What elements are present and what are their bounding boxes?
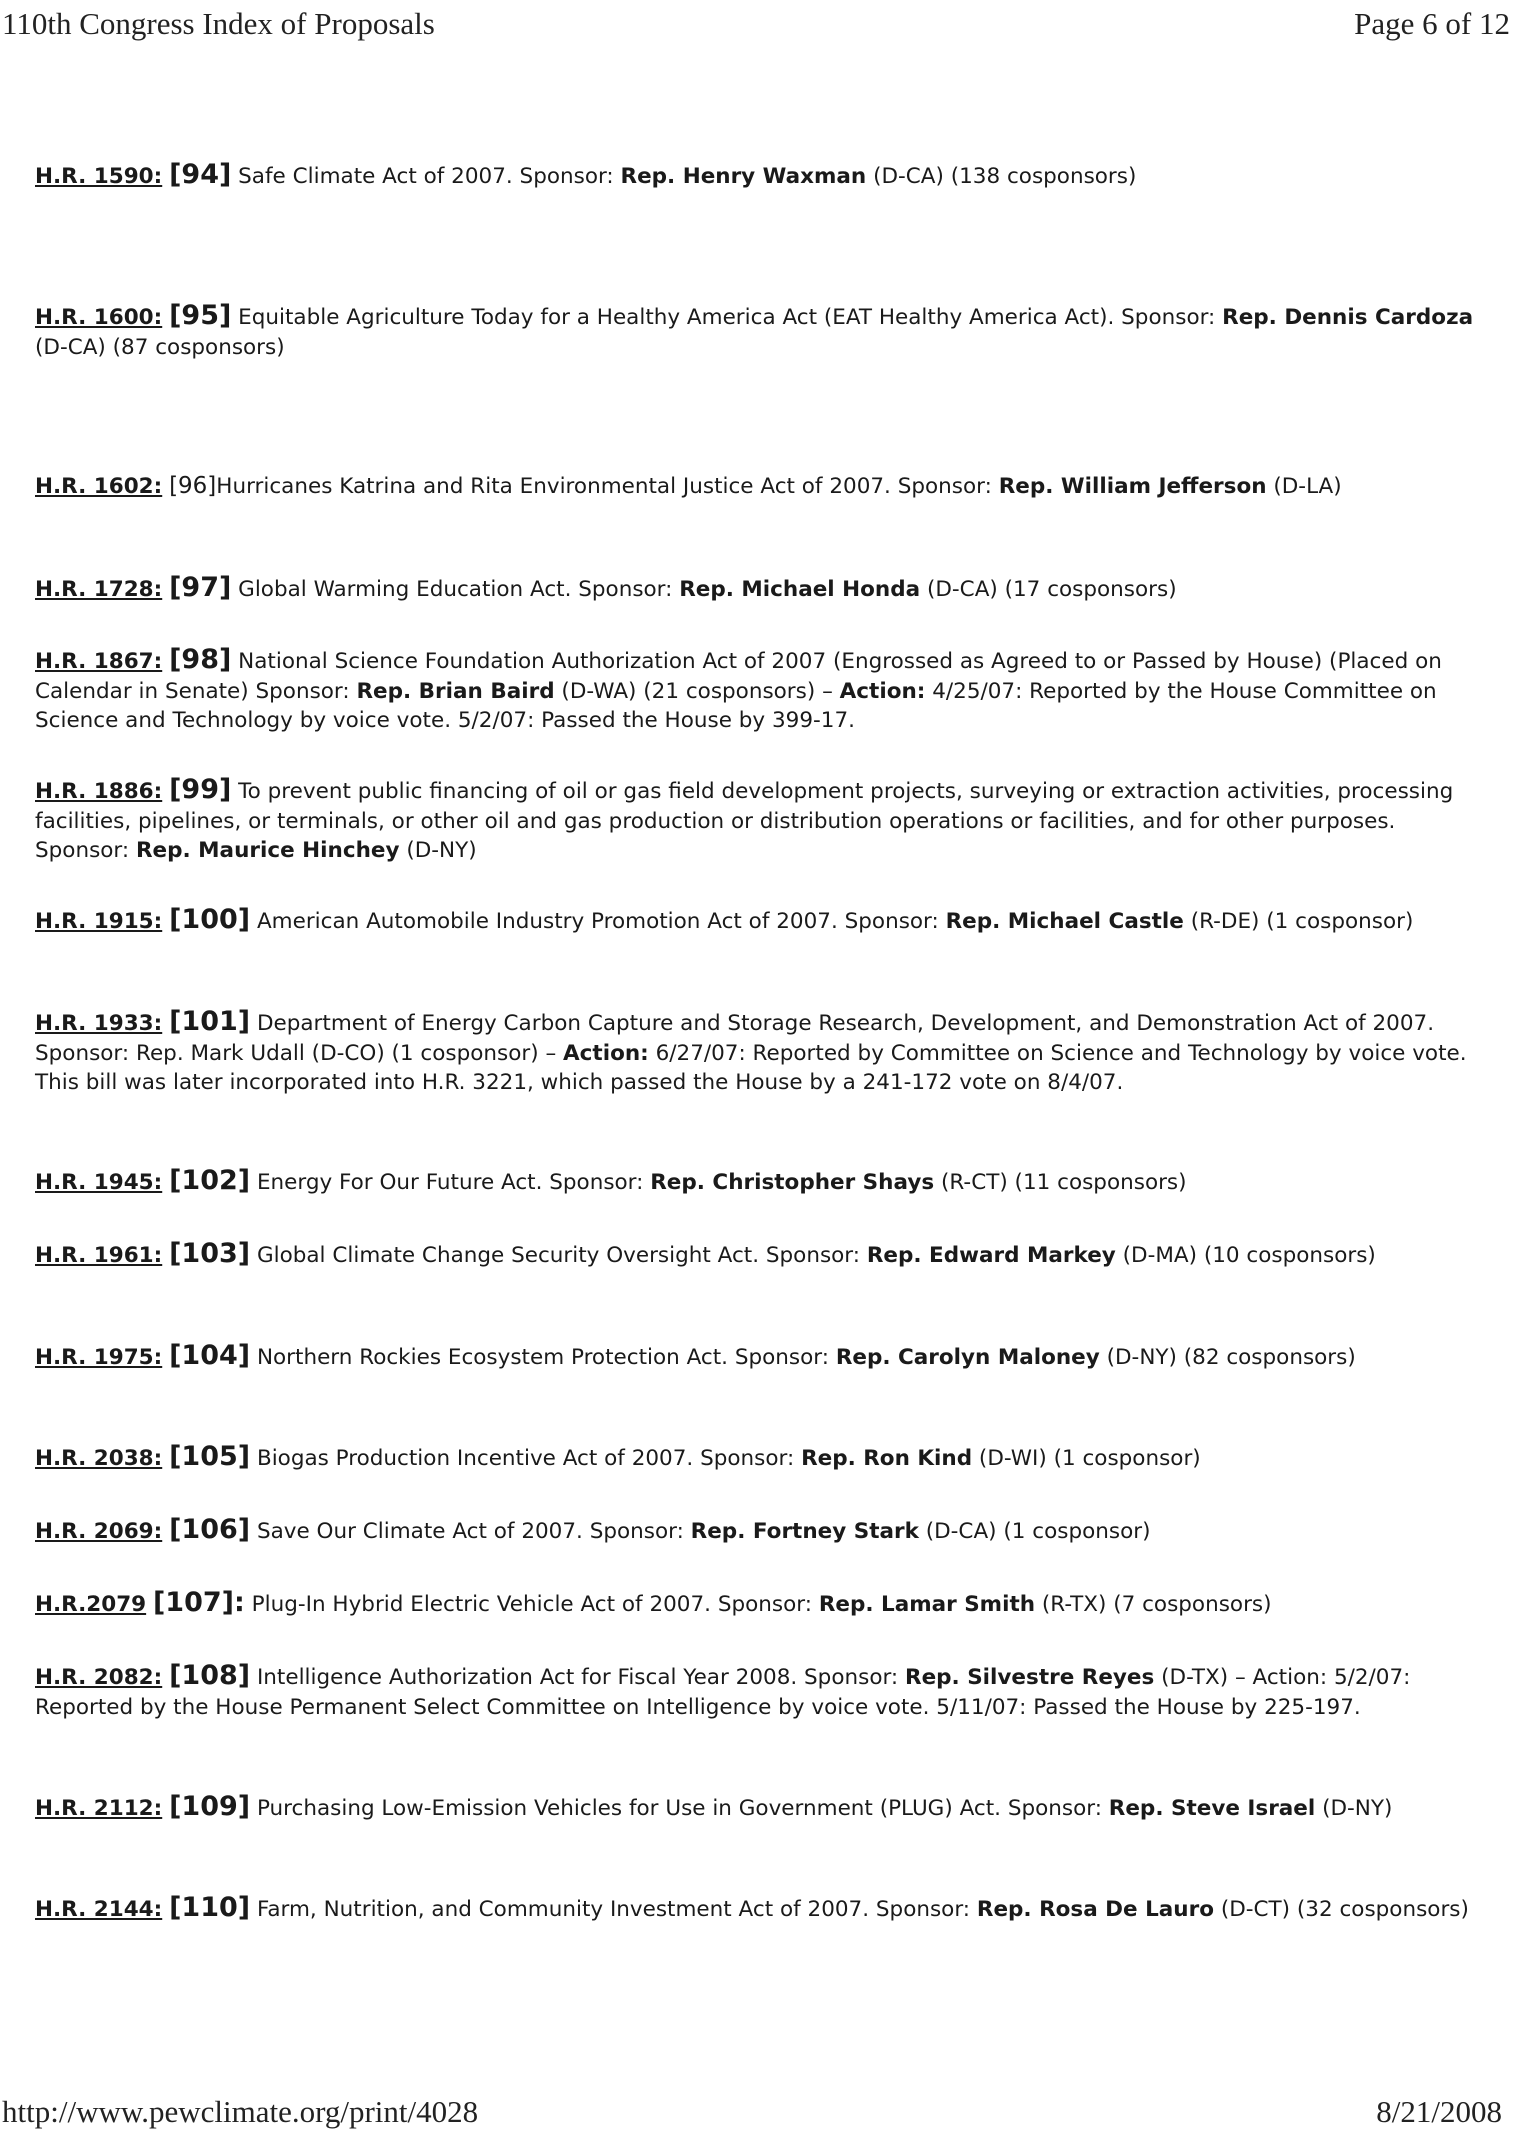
bill-number: H.R. 1590: [35, 164, 163, 189]
proposal-index: [97] [169, 572, 232, 603]
sponsor-name: Rep. Lamar Smith [818, 1592, 1036, 1617]
sponsor-name: Rep. William Jefferson [998, 474, 1267, 499]
proposal-details: (D-CA) (1 cosponsor) [918, 1519, 1151, 1544]
proposal-description: To prevent public financing of oil or gas field development projects, surveying or extraction activities, processing facilities, pipelines, or terminals, or other oil and gas production or distribution operations or facilities, and for other purposes. Sponsor: [35, 779, 1454, 863]
bill-number: H.R. 1975: [35, 1345, 163, 1370]
proposal-details: (D-CT) (32 cosponsors) [1214, 1897, 1469, 1922]
bill-number: H.R.2079 [35, 1592, 147, 1617]
sponsor-name: Rep. Michael Castle [945, 909, 1184, 934]
proposal-details: (D-NY) (82 cosponsors) [1099, 1345, 1356, 1370]
proposal-details: (D-NY) [399, 838, 477, 863]
proposal-index: [96] [169, 473, 217, 499]
sponsor-name: Rep. Michael Honda [679, 577, 921, 602]
proposal-entry [35, 1341, 1485, 1373]
proposal-details: (D-CA) (87 cosponsors) [35, 334, 285, 360]
proposal-entry [35, 301, 1485, 362]
print-date: 8/21/2008 [1376, 2094, 1502, 2129]
sponsor-name: Rep. Fortney Stark [690, 1519, 919, 1544]
bill-number: H.R. 2082: [35, 1665, 163, 1690]
proposal-index: [95] [169, 300, 232, 331]
bill-number: H.R. 1886: [35, 779, 163, 804]
sponsor-name: Rep. Maurice Hinchey [135, 838, 400, 863]
proposal-description: Global Climate Change Security Oversight Act. Sponsor: [250, 1243, 867, 1268]
proposal-details: (D-LA) [1266, 474, 1342, 499]
sponsor-name: Rep. Ron Kind [801, 1446, 973, 1471]
proposal-details: (R-DE) (1 cosponsor) [1183, 909, 1414, 934]
proposal-index: [106] [169, 1514, 251, 1545]
proposal-index: [103] [169, 1238, 251, 1269]
proposal-details: (R-CT) (11 cosponsors) [934, 1170, 1187, 1195]
proposal-index: [105] [169, 1441, 251, 1472]
sponsor-name: Rep. Brian Baird [356, 678, 555, 704]
bill-number: H.R. 1945: [35, 1170, 163, 1195]
proposal-details: (D-TX) – Action: 5/2/07: Reported by the House Permanent Select Committee on Intelligence by voice vote. 5/11/07: Passed the House by 225-197. [35, 1665, 1411, 1720]
proposal-entry [35, 1893, 1485, 1925]
sponsor-name: Rep. Dennis Cardoza [1222, 305, 1474, 330]
proposal-entry [35, 645, 1485, 736]
bill-number: H.R. 2144: [35, 1897, 163, 1922]
proposal-description: Equitable Agriculture Today for a Healthy America Act (EAT Healthy America Act). Sponsor: [231, 305, 1223, 330]
proposal-index: [107]: [152, 1587, 245, 1618]
proposal-description: National Science Foundation Authorization Act of 2007 (Engrossed as Agreed to or Passed by House) (Placed on Calendar in Senate) Sponsor: [35, 649, 1442, 704]
sponsor-name: Rep. Carolyn Maloney [835, 1345, 1100, 1370]
proposal-details: (D-NY) [1315, 1796, 1393, 1821]
action-text: 6/27/07: Reported by Committee on Science and Technology by voice vote. This bill was later incorporated into H.R. 3221, which passed the House by a 241-172 vote on 8/4/07. [35, 1040, 1467, 1095]
proposal-entry [35, 1515, 1485, 1547]
proposal-description: Biogas Production Incentive Act of 2007. Sponsor: [250, 1446, 802, 1471]
proposal-description: Energy For Our Future Act. Sponsor: [250, 1170, 651, 1195]
proposal-entry [35, 1792, 1485, 1824]
action-text: 4/25/07: Reported by the House Committee on Science and Technology by voice vote. 5/2/07: Passed the House by 399-17. [35, 678, 1437, 733]
bill-number: H.R. 1915: [35, 909, 163, 934]
proposal-details: (R-TX) (7 cosponsors) [1035, 1592, 1272, 1617]
bill-number: H.R. 2038: [35, 1446, 163, 1471]
proposal-entry [35, 905, 1485, 937]
bill-number: H.R. 2069: [35, 1519, 163, 1544]
proposal-details: (D-WI) (1 cosponsor) [972, 1446, 1201, 1471]
proposal-entry [35, 1166, 1485, 1198]
proposal-description: Save Our Climate Act of 2007. Sponsor: [250, 1519, 691, 1544]
proposal-index: [108] [169, 1660, 251, 1691]
proposal-description: Northern Rockies Ecosystem Protection Act. Sponsor: [250, 1345, 836, 1370]
proposal-description: Plug-In Hybrid Electric Vehicle Act of 2007. Sponsor: [244, 1592, 819, 1617]
action-label: Action: [563, 1040, 649, 1066]
proposal-entry [35, 775, 1485, 866]
page-url: http://www.pewclimate.org/print/4028 [2, 2094, 479, 2129]
sponsor-name: Rep. Christopher Shays [650, 1170, 935, 1195]
proposal-index: [102] [169, 1165, 251, 1196]
sponsor-name: Rep. Henry Waxman [620, 164, 867, 189]
page-number: Page 6 of 12 [1354, 6, 1510, 41]
proposal-entry [35, 1007, 1485, 1098]
proposal-details: (D-CA) (17 cosponsors) [920, 577, 1177, 602]
sponsor-name: Rep. Silvestre Reyes [905, 1665, 1155, 1690]
proposal-description: Hurricanes Katrina and Rita Environmental Justice Act of 2007. Sponsor: [216, 474, 999, 499]
proposal-details: (D-CA) (138 cosponsors) [866, 164, 1137, 189]
bill-number: H.R. 1728: [35, 577, 163, 602]
sponsor-name: Rep. Rosa De Lauro [976, 1897, 1214, 1922]
proposal-description: Safe Climate Act of 2007. Sponsor: [231, 164, 621, 189]
proposal-index: [99] [169, 774, 232, 805]
bill-number: H.R. 1933: [35, 1011, 163, 1036]
proposal-description: Purchasing Low-Emission Vehicles for Use in Government (PLUG) Act. Sponsor: [250, 1796, 1109, 1821]
proposal-index: [98] [169, 644, 232, 675]
proposal-description: American Automobile Industry Promotion Act of 2007. Sponsor: [250, 909, 946, 934]
proposal-index: [109] [169, 1791, 251, 1822]
proposal-entry [35, 1661, 1485, 1722]
proposal-description: Intelligence Authorization Act for Fiscal Year 2008. Sponsor: [250, 1665, 906, 1690]
proposal-index: [100] [169, 904, 251, 935]
sponsor-name: Rep. Steve Israel [1108, 1796, 1316, 1821]
proposal-index: [101] [169, 1006, 251, 1037]
proposal-entry [35, 573, 1485, 605]
action-label: Action: [839, 678, 926, 704]
bill-number: H.R. 1961: [35, 1243, 163, 1268]
bill-number: H.R. 1867: [35, 649, 163, 674]
proposal-index: [94] [169, 159, 232, 190]
proposal-index: [110] [169, 1892, 251, 1923]
bill-number: H.R. 1602: [35, 474, 163, 499]
proposal-details: (D-WA) (21 cosponsors) – [554, 678, 840, 704]
proposal-entry [35, 160, 1485, 192]
proposal-index: [104] [169, 1340, 251, 1371]
sponsor-name: Rep. Edward Markey [866, 1243, 1116, 1268]
proposal-entry [35, 472, 1485, 502]
bill-number: H.R. 1600: [35, 305, 163, 330]
proposal-description: Global Warming Education Act. Sponsor: [231, 577, 680, 602]
proposal-description: Farm, Nutrition, and Community Investment Act of 2007. Sponsor: [250, 1897, 977, 1922]
bill-number: H.R. 2112: [35, 1796, 163, 1821]
proposal-entry [35, 1442, 1485, 1474]
proposal-entry [35, 1588, 1485, 1620]
proposal-description: Department of Energy Carbon Capture and Storage Research, Development, and Demonstration Act of 2007. Sponsor: Rep. Mark Udall (D-CO) (1 cosponsor) – [35, 1011, 1435, 1066]
page-header-title: 110th Congress Index of Proposals [2, 6, 435, 41]
proposal-details: (D-MA) (10 cosponsors) [1115, 1243, 1376, 1268]
proposal-entry [35, 1239, 1485, 1271]
